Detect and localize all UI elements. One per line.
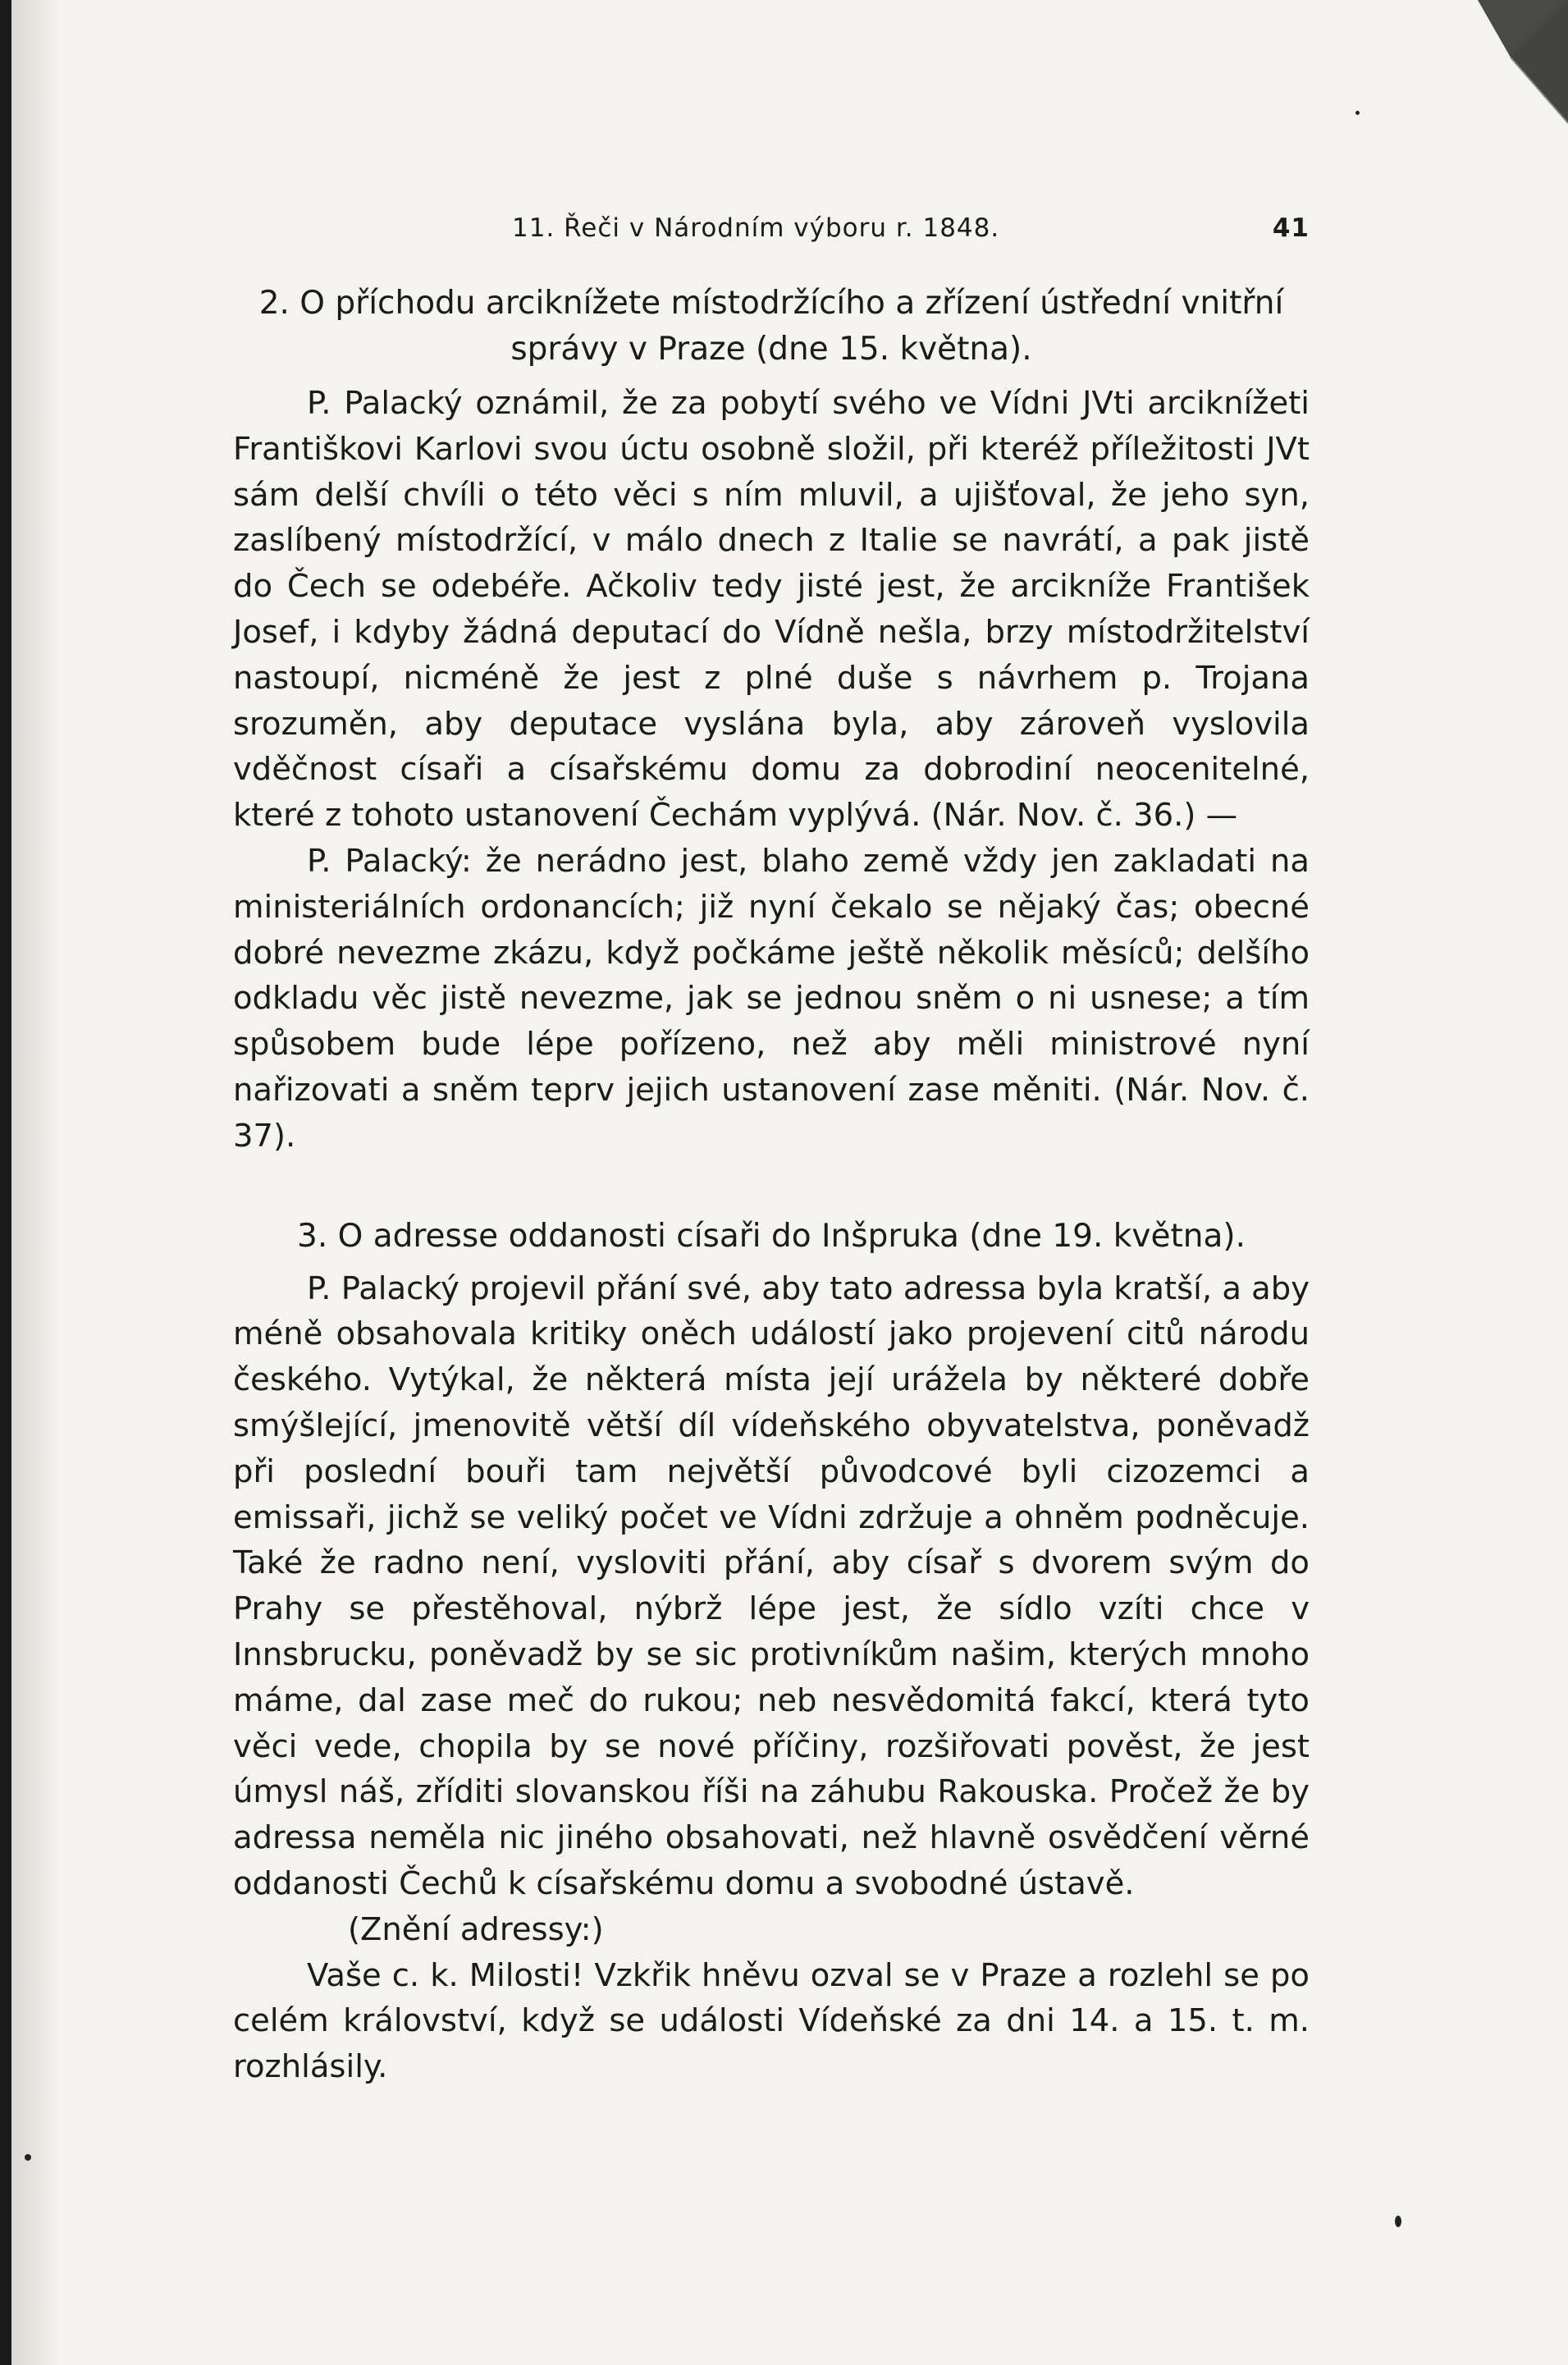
section-2-paragraph-2: P. Palacký: že nerádno jest, blaho země vždy jen zakladati na ministeriálních ordonancích; již nyní čekalo se nějaký čas; obecné dobré nevezme zkázu, když počkáme ještě několik měsíců; delšího odkladu věc jistě nevezme, jak se jednou sněm o ni usnese; a tím spůsobem bude lépe pořízeno, než aby měli ministrové nyní nařizovati a sněm teprv jejich ustanovení zase měniti. (Nár. Nov. č. 37). bbox=[233, 842, 1310, 1155]
book-binding-edge bbox=[0, 0, 11, 2365]
section-3-paragraph-2: Vaše c. k. Milosti! Vzkřik hněvu ozval se v Praze a rozlehl se po celém království, když se události Vídeňské za dni 14. a 15. t. m. rozhlásily. bbox=[233, 1956, 1310, 2086]
binding-shadow bbox=[11, 0, 61, 2365]
running-head bbox=[233, 213, 1310, 243]
section-3-paragraph-1: P. Palacký projevil přání své, aby tato adressa byla kratší, a aby méně obsahovala kritiky oněch událostí jako projevení citů národu českého. Vytýkal, že některá místa její urážela by některé dobře smýšlející, jmenovitě větší díl vídeňského obyvatelstva, poněvadž při poslední bouři tam největší původcové byli cizozemci a emissaři, jichž se veliký počet ve Vídni zdržuje a ohněm podněcuje. Také že radno není, vysloviti přání, aby císař s dvorem svým do Prahy se přestěhoval, nýbrž lépe jest, že sídlo vzíti chce v Innsbrucku, poněvadž by se sic protivníkům našim, kterých mnoho máme, dal zase meč do rukou; neb nesvědomitá fakcí, která tyto věci vede, chopila by se nové příčiny, rozšiřovati pověst, že jest úmysl náš, zříditi slovanskou říši na záhubu Rakouska. Pročež že by adressa neměla nic jiného obsahovati, než hlavně osvědčení věrné oddanosti Čechů k císařskému domu a svobodné ústavě. bbox=[233, 1269, 1310, 1902]
text-column bbox=[233, 213, 1310, 2090]
ink-speck bbox=[25, 2154, 31, 2161]
running-head-title: 11. Řeči v Národním výboru r. 1848. bbox=[512, 213, 1000, 243]
ink-speck bbox=[1355, 111, 1360, 115]
page-corner-fold bbox=[1478, 0, 1568, 131]
section-2-paragraph-1: P. Palacký oznámil, že za pobytí svého ve Vídni JVti arciknížeti Františkovi Karlovi svou úctu osobně složil, při kteréž příležitosti JVt sám delší chvíli o této věci s ním mluvil, a ujišťoval, že jeho syn, zaslíbený místodržící, v málo dnech z Italie se navrátí, a pak jistě do Čech se odebéře. Ačkoliv tedy jisté jest, že arcikníže František Josef, i kdyby žádná deputací do Vídně nešla, brzy místodržitelství nastoupí, nicméně že jest z plné duše s návrhem p. Trojana srozuměn, aby deputace vyslána byla, aby zároveň vyslovila vděčnost císaři a císařskému domu za dobrodiní neocenitelné, které z tohoto ustanovení Čechám vyplývá. (Nár. Nov. č. 36.) — bbox=[233, 385, 1310, 835]
address-label: (Znění adressy:) bbox=[348, 1910, 604, 1948]
ink-speck bbox=[1395, 2216, 1401, 2227]
section-3-heading: 3. O adresse oddanosti císaři do Inšpruka (dne 19. května). bbox=[297, 1217, 1246, 1255]
section-2-heading: 2. O příchodu arciknížete místodržícího a zřízení ústřední vnitřní správy v Praze (dne 15. května). bbox=[258, 285, 1284, 368]
page-number: 41 bbox=[1272, 213, 1310, 243]
